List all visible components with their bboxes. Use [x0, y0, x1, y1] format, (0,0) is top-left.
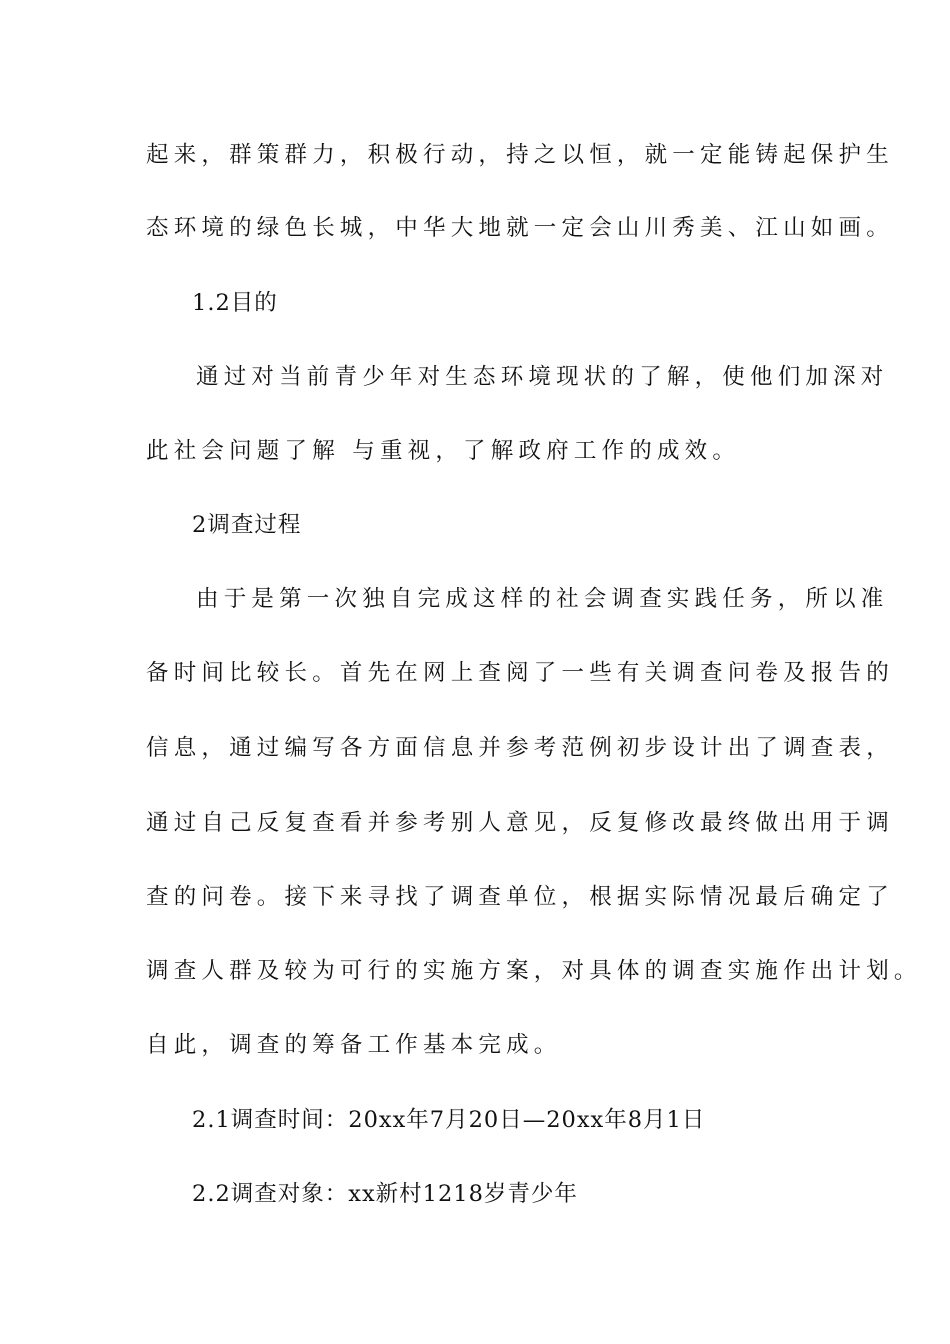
- paragraph-line: 备时间比较长。首先在网上查阅了一些有关调查问卷及报告的: [146, 660, 894, 686]
- paragraph-line: 信息，通过编写各方面信息并参考范例初步设计出了调查表，: [146, 735, 894, 761]
- paragraph-line: 此社会问题了解 与重视，了解政府工作的成效。: [146, 438, 741, 464]
- section-heading-2: 2调查过程: [192, 512, 302, 538]
- paragraph-line: 查的问卷。接下来寻找了调查单位，根据实际情况最后确定了: [146, 884, 894, 910]
- paragraph-line: 自此，调查的筹备工作基本完成。: [146, 1032, 562, 1058]
- paragraph-line: 调查人群及较为可行的实施方案，对具体的调查实施作出计划。: [146, 958, 922, 984]
- paragraph-line: 通过对当前青少年对生态环境现状的了解，使他们加深对: [196, 364, 889, 390]
- section-heading-1-2: 1.2目的: [192, 290, 278, 316]
- survey-target-line: 2.2调查对象：xx新村1218岁青少年: [192, 1181, 578, 1207]
- survey-time-line: 2.1调查时间：20xx年7月20日—20xx年8月1日: [192, 1107, 706, 1133]
- paragraph-line: 由于是第一次独自完成这样的社会调查实践任务，所以准: [196, 586, 889, 612]
- paragraph-line: 通过自己反复查看并参考别人意见，反复修改最终做出用于调: [146, 810, 894, 836]
- paragraph-line: 起来，群策群力，积极行动，持之以恒，就一定能铸起保护生: [146, 142, 894, 168]
- paragraph-line: 态环境的绿色长城，中华大地就一定会山川秀美、江山如画。: [146, 215, 894, 241]
